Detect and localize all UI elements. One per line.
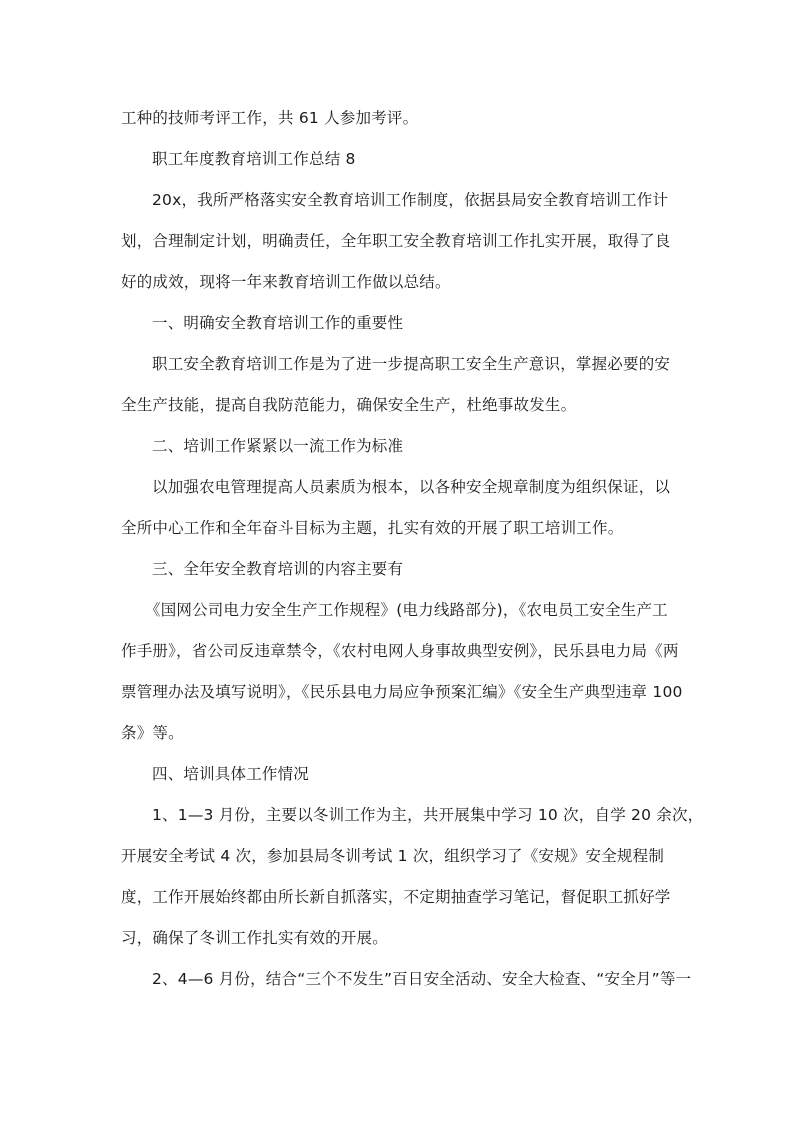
- paragraph-line: 好的成效，现将一年来教育培训工作做以总结。: [121, 273, 451, 291]
- paragraph-line: 全生产技能，提高自我防范能力，确保安全生产，杜绝事故发生。: [121, 396, 577, 414]
- paragraph-line: 职工安全教育培训工作是为了进一步提高职工安全生产意识，掌握必要的安: [152, 355, 671, 373]
- paragraph-line: 20x，我所严格落实安全教育培训工作制度，依据县局安全教育培训工作计: [152, 191, 669, 209]
- paragraph-line: 票管理办法及填写说明》，《民乐县电力局应争预案汇编》《安全生产典型违章 100: [121, 683, 683, 701]
- section-heading: 二、培训工作紧紧以一流工作为标准: [152, 437, 404, 455]
- paragraph-line: 以加强农电管理提高人员素质为根本，以各种安全规章制度为组织保证，以: [152, 478, 671, 496]
- section-heading: 四、培训具体工作情况: [152, 765, 310, 783]
- paragraph-line: 2、4—6 月份，结合“三个不发生”百日安全活动、安全大检查、“安全月”等一: [152, 970, 692, 988]
- paragraph-line: 作手册》，省公司反违章禁令，《农村电网人身事故典型安例》，民乐县电力局《两: [121, 642, 679, 660]
- paragraph-line: 工种的技师考评工作，共 61 人参加考评。: [121, 109, 419, 127]
- section-heading: 一、明确安全教育培训工作的重要性: [152, 314, 404, 332]
- paragraph-line: 习，确保了冬训工作扎实有效的开展。: [121, 929, 388, 947]
- section-title: 职工年度教育培训工作总结 8: [152, 150, 356, 168]
- paragraph-line: 《国网公司电力安全生产工作规程》(电力线路部分)，《农电员工安全生产工: [145, 601, 668, 619]
- paragraph-line: 全所中心工作和全年奋斗目标为主题，扎实有效的开展了职工培训工作。: [121, 519, 624, 537]
- paragraph-line: 开展安全考试 4 次，参加县局冬训考试 1 次，组织学习了《安规》安全规程制: [121, 847, 665, 865]
- section-heading: 三、全年安全教育培训的内容主要有: [152, 560, 404, 578]
- paragraph-line: 划，合理制定计划，明确责任，全年职工安全教育培训工作扎实开展，取得了良: [121, 232, 671, 250]
- paragraph-line: 1、1—3 月份，主要以冬训工作为主，共开展集中学习 10 次，自学 20 余次，: [152, 806, 704, 824]
- paragraph-line: 条》等。: [121, 724, 184, 742]
- paragraph-line: 度，工作开展始终都由所长新自抓落实，不定期抽查学习笔记，督促职工抓好学: [121, 888, 671, 906]
